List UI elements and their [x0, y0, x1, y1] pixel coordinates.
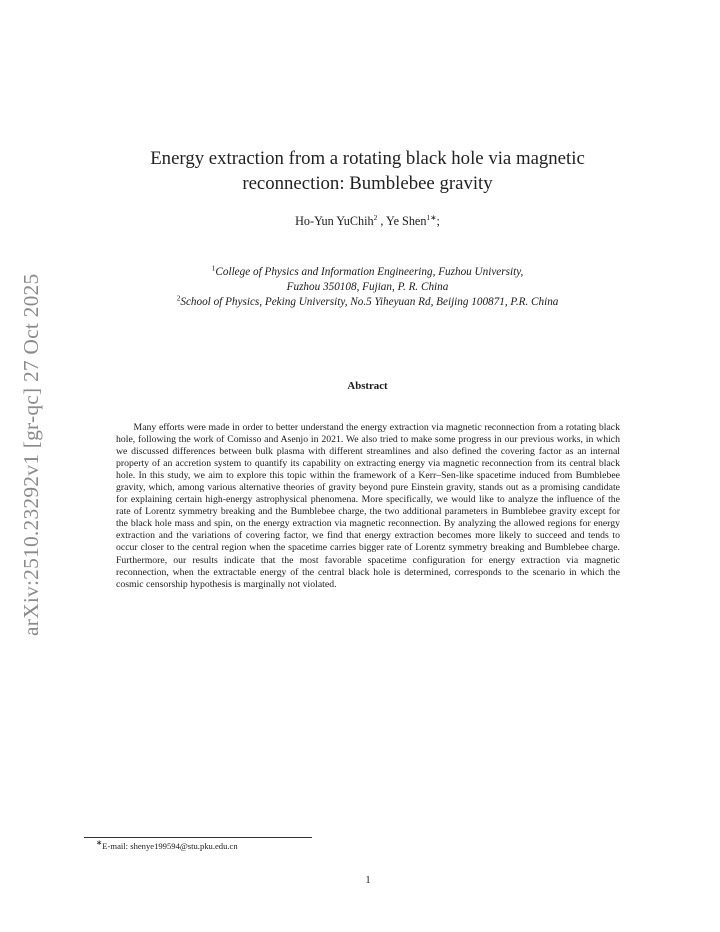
- footnote-rule: [84, 837, 312, 838]
- abstract-body: Many efforts were made in order to better understand the energy extraction via magnetic reconnection from a rotating black hole, following the work of Comisso and Asenjo in 2021. We also tried to make some progress in our previous works, in which we discussed differences between bulk plasma with different streamlines and also defined the covering factor as an internal property of an accretion system to quantify its capability on extracting energy via magnetic reconnection from its central black hole. In this study, we aim to explore this topic within the framework of a Kerr–Sen-like spacetime induced from Bumblebee gravity, which, among various alternative theories of gravity beyond pure Einstein gravity, stands out as a promising candidate for explaining certain high-energy astrophysical phenomena. More specifically, we would like to analyze the influence of the rate of Lorentz symmetry breaking and the Bumblebee charge, the two additional parameters in Bumblebee gravity except for the black hole mass and spin, on the energy extraction via magnetic reconnection. By analyzing the allowed regions for energy extraction and the variations of covering factor, we find that energy extraction becomes more likely to succeed and tends to occur closer to the central region when the spacetime carries bigger rate of Lorentz symmetry breaking and Bumblebee charge. Furthermore, our results indicate that the most favorable spacetime configuration for energy extraction via magnetic reconnection, when the extractable energy of the central black hole is determined, corresponds to the scenario in which the cosmic censorship hypothesis is marginally not violated.: [116, 422, 620, 590]
- affiliation-mark: 1: [211, 263, 216, 273]
- footnote-email: E-mail: shenye199594@stu.pku.edu.cn: [102, 841, 238, 851]
- author-trailing: ;: [436, 214, 440, 228]
- abstract-heading: Abstract: [347, 380, 388, 392]
- affiliation-1-line-1: College of Physics and Information Engineering, Fuzhou University,: [215, 266, 524, 278]
- author-name: Ho-Yun YuChih: [295, 214, 374, 228]
- affiliation-2: [90, 295, 645, 310]
- footnote: [96, 838, 238, 851]
- author-affiliation-mark: 1∗: [426, 212, 437, 222]
- affiliations: [90, 265, 645, 311]
- paper-title: [100, 146, 635, 196]
- author-separator: ,: [377, 214, 387, 228]
- author-affiliation-mark: 2: [373, 212, 378, 222]
- title-line-1: Energy extraction from a rotating black hole via magnetic: [150, 148, 585, 169]
- page-number: 1: [365, 875, 371, 886]
- affiliation-1: [90, 265, 645, 280]
- author-list: [100, 214, 635, 229]
- affiliation-1-line-2: Fuzhou 350108, Fujian, P. R. China: [286, 281, 449, 294]
- author-name: Ye Shen: [386, 214, 427, 228]
- title-line-2: reconnection: Bumblebee gravity: [242, 173, 493, 194]
- affiliation-mark: 2: [176, 293, 181, 303]
- footnote-mark: ∗: [96, 838, 103, 848]
- affiliation-2-line: School of Physics, Peking University, No.5 Yiheyuan Rd, Beijing 100871, P.R. China: [180, 296, 559, 309]
- arxiv-identifier: arXiv:2510.23292v1 [gr-qc] 27 Oct 2025: [19, 273, 43, 636]
